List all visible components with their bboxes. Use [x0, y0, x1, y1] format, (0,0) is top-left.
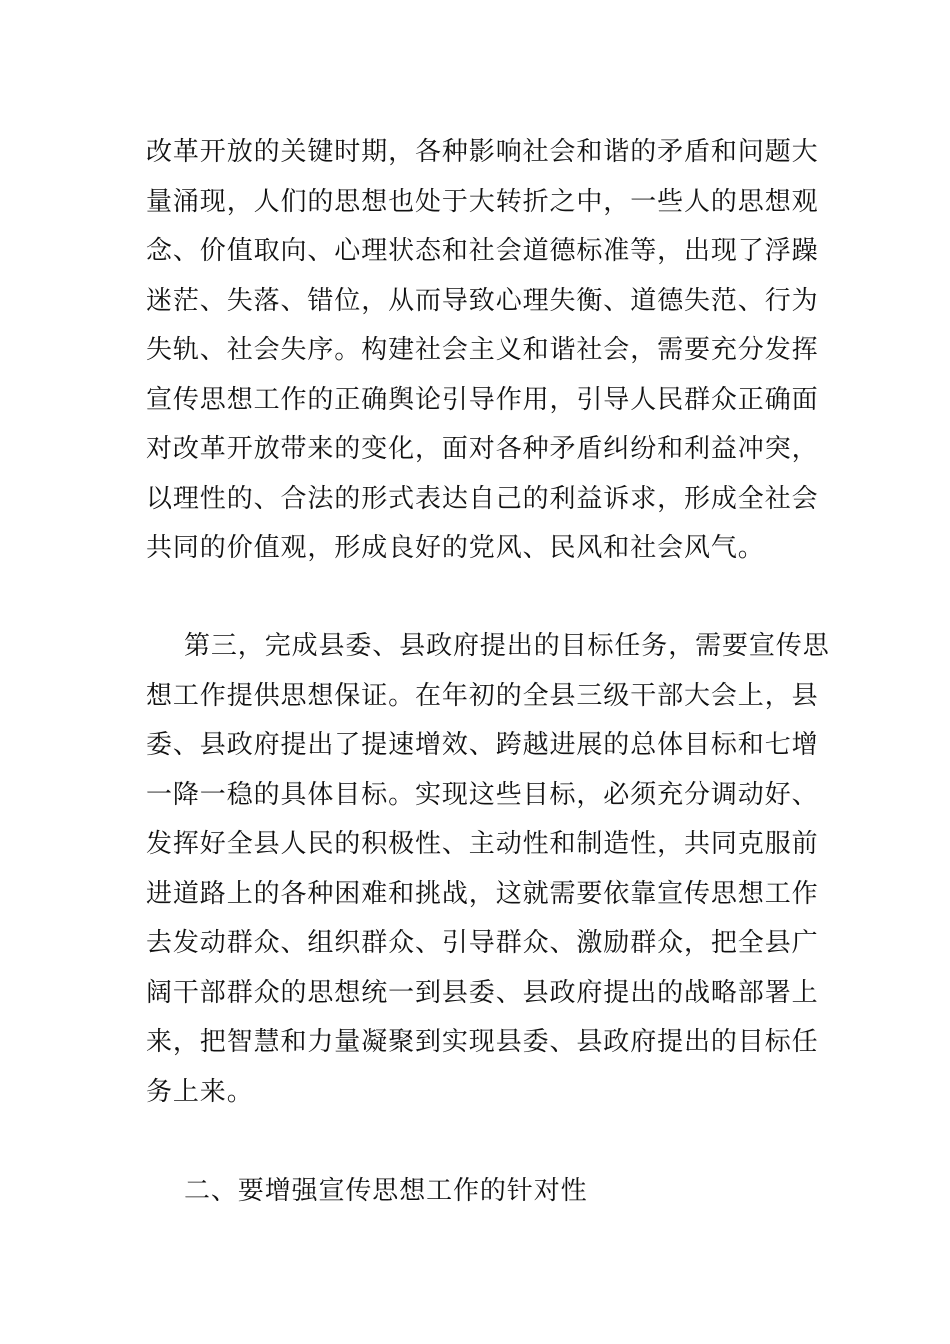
- paragraph-line: 念、价值取向、心理状态和社会道德标准等，出现了浮躁: [146, 236, 819, 266]
- paragraph-line: 改革开放的关键时期，各种影响社会和谐的矛盾和问题大: [146, 137, 819, 167]
- paragraph-line: 迷茫、失落、错位，从而导致心理失衡、道德失范、行为: [146, 285, 819, 316]
- paragraph-1: [146, 128, 819, 574]
- paragraph-line: 委、县政府提出了提速增效、跨越进展的总体目标和七增: [146, 730, 819, 760]
- paragraph-line: 一降一稳的具体目标。实现这些目标，必须充分调动好、: [146, 779, 819, 810]
- paragraph-line: 以理性的、合法的形式表达自己的利益诉求，形成全社会: [146, 483, 819, 514]
- paragraph-line: 对改革开放带来的变化，面对各种矛盾纠纷和利益冲突，: [146, 434, 819, 464]
- paragraph-line: 宣传思想工作的正确舆论引导作用，引导人民群众正确面: [146, 384, 819, 415]
- paragraph-line: 阔干部群众的思想统一到县委、县政府提出的战略部署上: [146, 977, 819, 1008]
- paragraph-line: 进道路上的各种困难和挑战，这就需要依靠宣传思想工作: [146, 878, 819, 909]
- paragraph-line: 去发动群众、组织群众、引导群众、激励群众，把全县广: [146, 928, 819, 958]
- paragraph-line: 量涌现，人们的思想也处于大转折之中，一些人的思想观: [146, 186, 819, 217]
- paragraph-line: 失轨、社会失序。构建社会主义和谐社会，需要充分发挥: [146, 335, 819, 365]
- paragraph-line: 想工作提供思想保证。在年初的全县三级干部大会上，县: [146, 680, 819, 711]
- paragraph-line: 共同的价值观，形成良好的党风、民风和社会风气。: [146, 533, 765, 563]
- paragraph-2: [146, 622, 830, 1117]
- paragraph-line: 发挥好全县人民的积极性、主动性和制造性，共同克服前: [146, 829, 819, 859]
- paragraph-line: 第三，完成县委、县政府提出的目标任务，需要宣传思: [184, 631, 830, 661]
- paragraph-line: 务上来。: [146, 1076, 254, 1107]
- heading-text: 二、要增强宣传思想工作的针对性: [184, 1176, 588, 1206]
- paragraph-line: 来，把智慧和力量凝聚到实现县委、县政府提出的目标任: [146, 1027, 819, 1057]
- section-heading: [146, 1167, 816, 1217]
